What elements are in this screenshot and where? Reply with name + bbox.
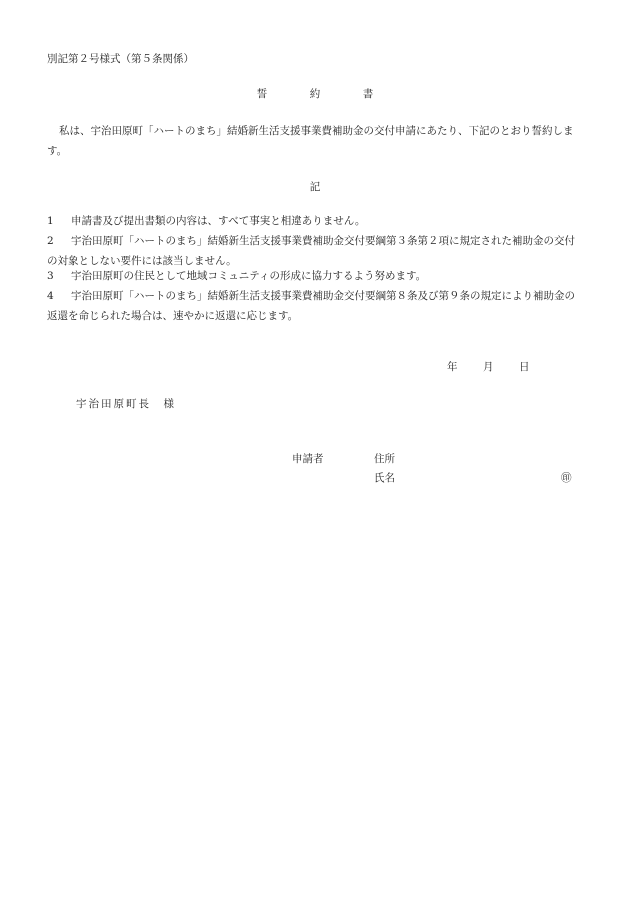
item-number: 1 — [47, 215, 54, 227]
addressee: 宇治田原町長 様 — [76, 398, 176, 410]
list-item — [47, 286, 583, 326]
date-year: 年 — [447, 361, 458, 373]
date-month: 月 — [483, 361, 494, 373]
name-label: 氏名 — [374, 472, 395, 484]
list-item — [47, 266, 583, 286]
item-text: 申請書及び提出書類の内容は、すべて事実と相違ありません。 — [71, 215, 366, 227]
date-row — [447, 360, 530, 375]
list-item — [47, 231, 583, 271]
form-label: 別記第２号様式（第５条関係） — [47, 53, 194, 65]
item-number: 4 — [47, 290, 54, 302]
address-label: 住所 — [374, 453, 395, 465]
document-title: 誓 約 書 — [256, 88, 390, 100]
applicant-label: 申請者 — [292, 453, 324, 465]
item-number: 3 — [47, 270, 54, 282]
date-day: 日 — [519, 361, 530, 373]
item-number: 2 — [47, 235, 54, 247]
ki-heading: 記 — [309, 181, 321, 193]
list-item — [47, 211, 583, 231]
item-text: 宇治田原町の住民として地域コミュニティの形成に協力するよう努めます。 — [71, 270, 427, 282]
intro-paragraph: 私は、宇治田原町「ハートのまち」結婚新生活支援事業費補助金の交付申請にあたり、下記のとおり誓約します。 — [47, 125, 574, 157]
item-text: 宇治田原町「ハートのまち」結婚新生活支援事業費補助金交付要綱第３条第２項に規定された補助金の交付の対象としない要件には該当しません。 — [47, 235, 575, 267]
seal-mark: ㊞ — [561, 472, 572, 484]
item-text: 宇治田原町「ハートのまち」結婚新生活支援事業費補助金交付要綱第８条及び第９条の規定により補助金の返還を命じられた場合は、速やかに返還に応じます。 — [47, 290, 575, 322]
